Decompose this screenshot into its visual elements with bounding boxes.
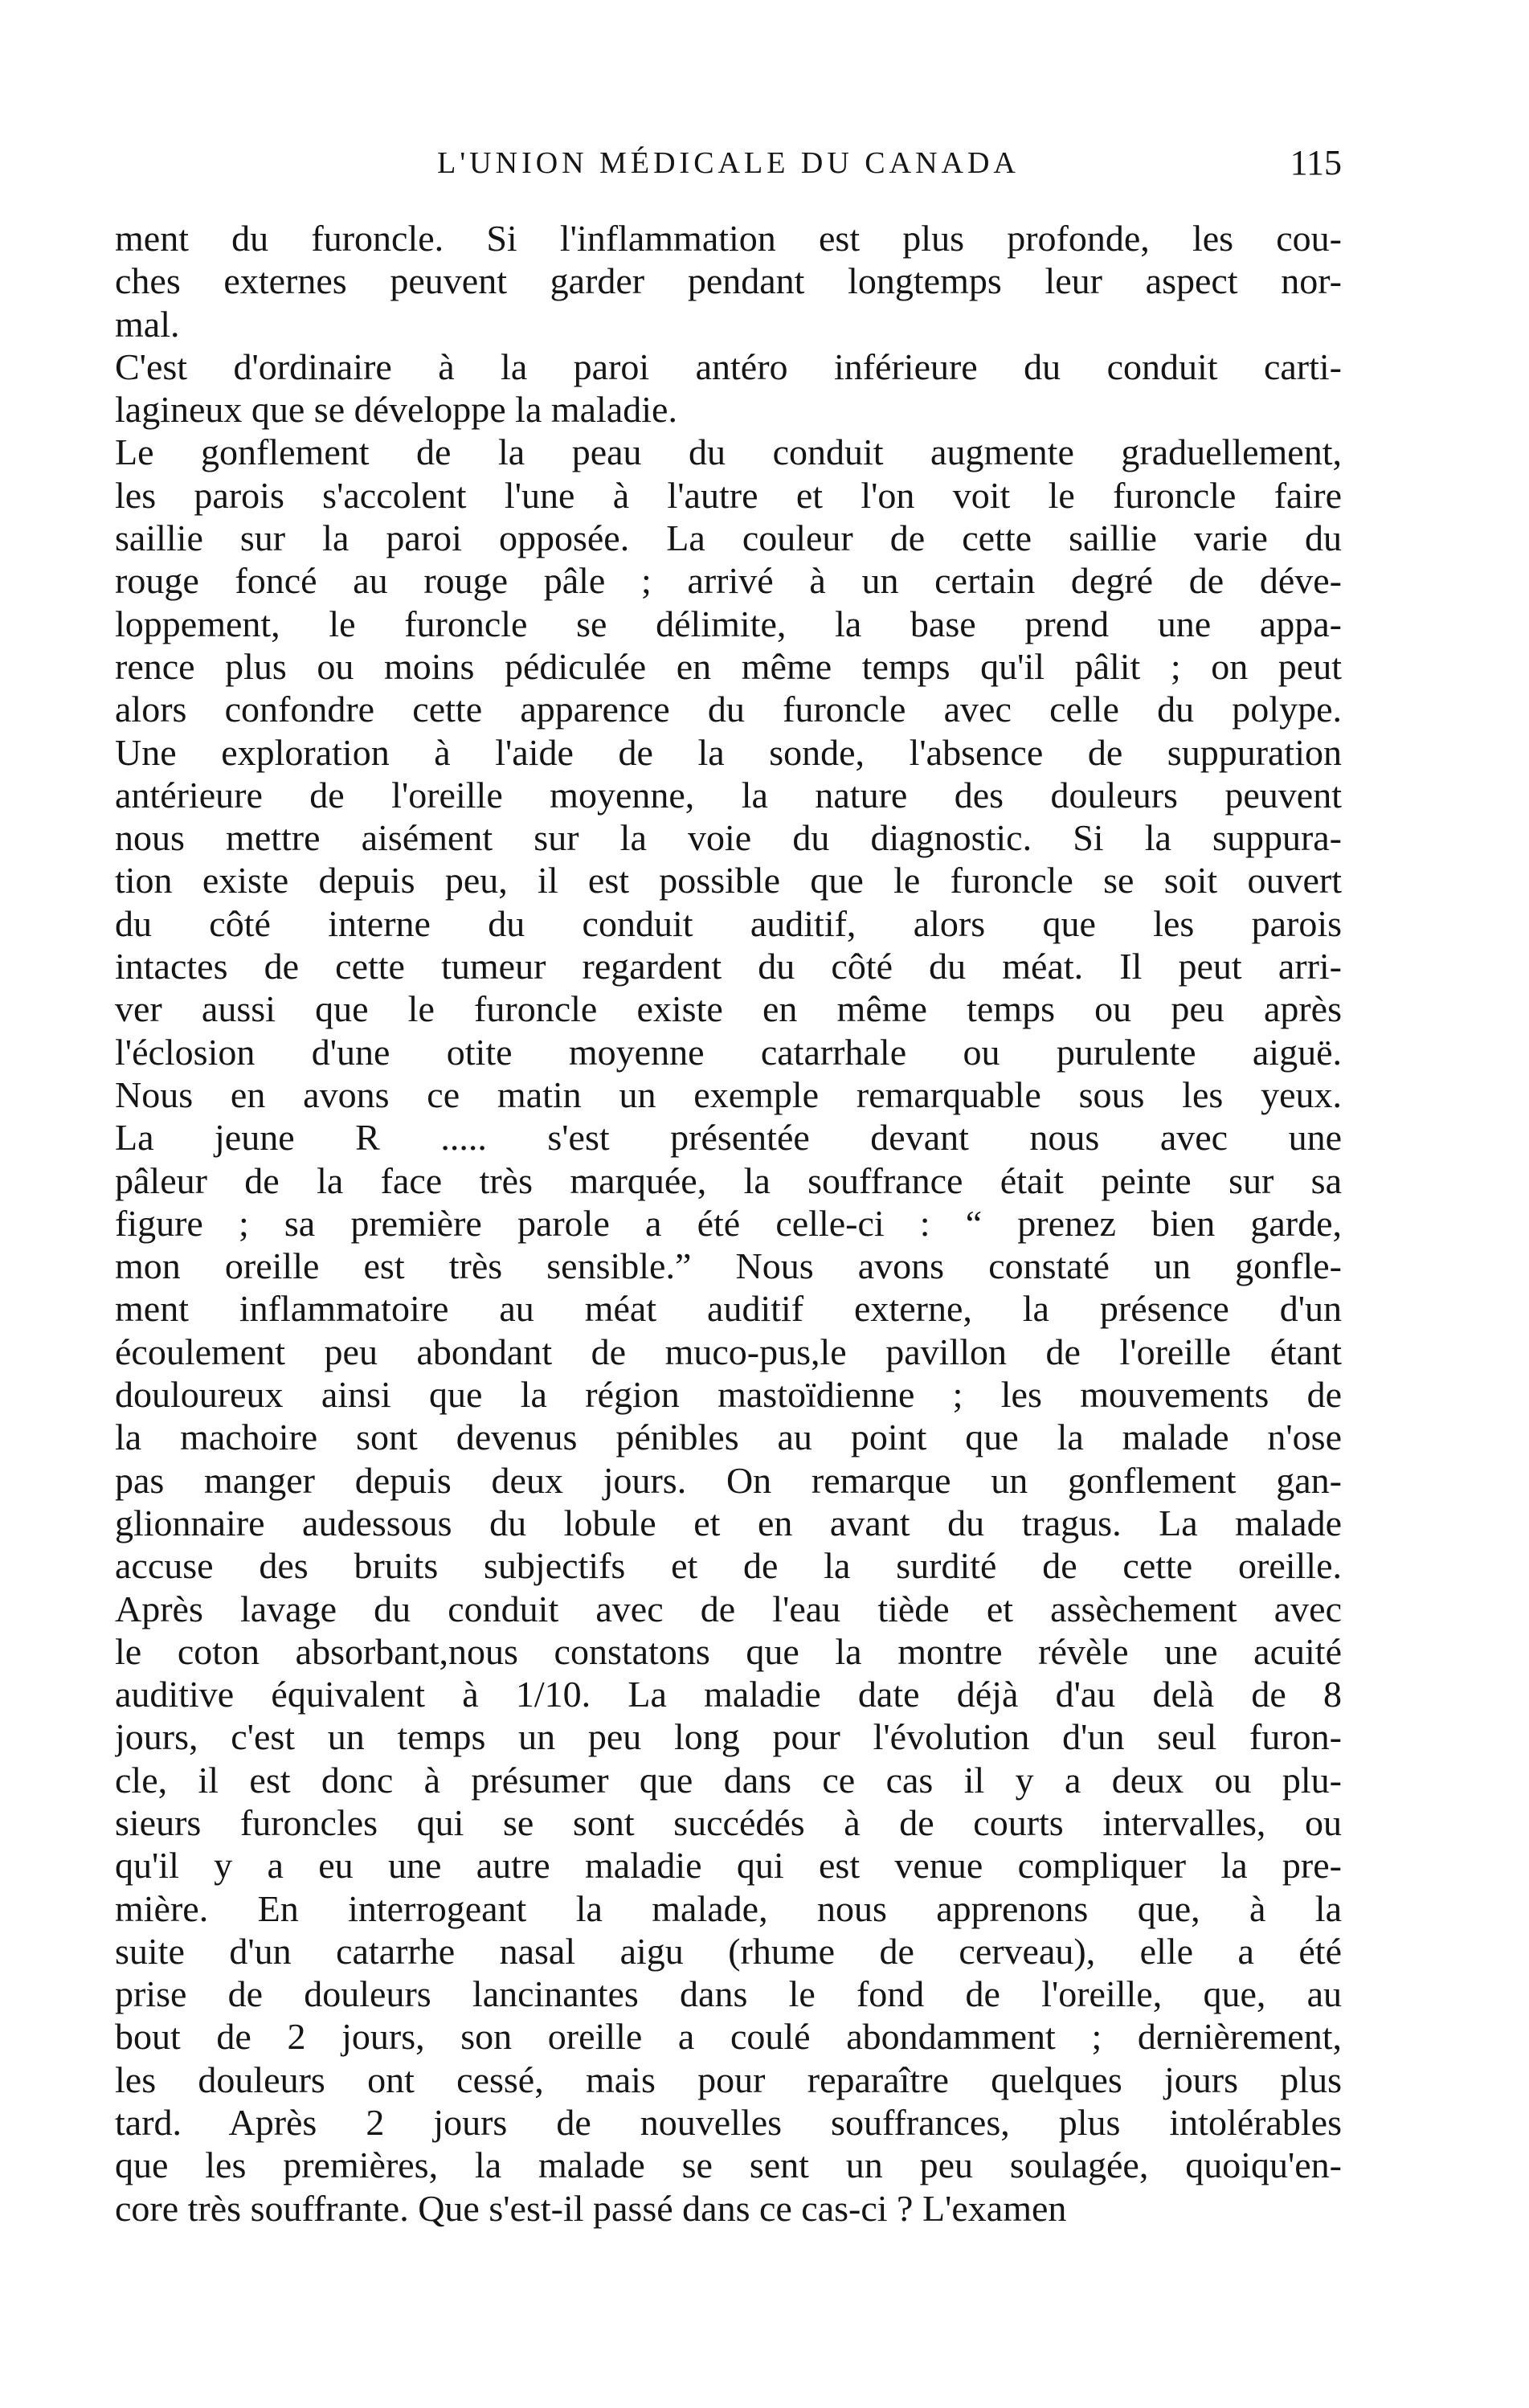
text-line: prise de douleurs lancinantes dans le fond de l'oreille, que, au [115, 1973, 1342, 2015]
running-title: L'UNION MÉDICALE DU CANADA [437, 146, 1020, 180]
text-line: tard. Après 2 jours de nouvelles souffrances, plus intolérables [115, 2102, 1342, 2144]
text-line: mière. En interrogeant la malade, nous apprenons que, à la [115, 1887, 1342, 1929]
text-line: saillie sur la paroi opposée. La couleur de cette saillie varie du [115, 517, 1342, 559]
text-line: loppement, le furoncle se délimite, la base prend une appa- [115, 603, 1342, 644]
text-line: rence plus ou moins pédiculée en même temps qu'il pâlit ; on peut [115, 645, 1342, 687]
text-line: l'éclosion d'une otite moyenne catarrhale ou purulente aiguë. [115, 1031, 1342, 1073]
text-line: les parois s'accolent l'une à l'autre et l'on voit le furoncle faire [115, 474, 1342, 516]
text-line: La jeune R ..... s'est présentée devant nous avec une [115, 1117, 1342, 1159]
text-line: rouge foncé au rouge pâle ; arrivé à un certain degré de déve- [115, 560, 1342, 602]
text-line: cle, il est donc à présumer que dans ce cas il y a deux ou plu- [115, 1759, 1342, 1801]
text-line: pâleur de la face très marquée, la souffrance était peinte sur sa [115, 1159, 1342, 1201]
text-line: écoulement peu abondant de muco-pus,le pavillon de l'oreille étant [115, 1331, 1342, 1372]
text-line: ment du furoncle. Si l'inflammation est plus profonde, les cou- [115, 218, 1342, 259]
text-line: Après lavage du conduit avec de l'eau tiède et assèchement avec [115, 1588, 1342, 1629]
text-line: auditive équivalent à 1/10. La maladie date déjà d'au delà de 8 [115, 1674, 1342, 1715]
text-line: suite d'un catarrhe nasal aigu (rhume de cerveau), elle a été [115, 1930, 1342, 1972]
body-text [115, 217, 1342, 2230]
text-line: Une exploration à l'aide de la sonde, l'absence de suppuration [115, 731, 1342, 773]
text-line: tion existe depuis peu, il est possible que le furoncle se soit ouvert [115, 860, 1342, 901]
text-line: intactes de cette tumeur regardent du côté du méat. Il peut arri- [115, 946, 1342, 987]
text-line: que les premières, la malade se sent un peu soulagée, quoiqu'en- [115, 2144, 1342, 2186]
text-line: du côté interne du conduit auditif, alors que les parois [115, 902, 1342, 944]
text-line: pas manger depuis deux jours. On remarque un gonflement gan- [115, 1459, 1342, 1501]
text-line: bout de 2 jours, son oreille a coulé abondamment ; dernièrement, [115, 2016, 1342, 2058]
text-line: figure ; sa première parole a été celle-ci : “ prenez bien garde, [115, 1202, 1342, 1244]
text-line: antérieure de l'oreille moyenne, la nature des douleurs peuvent [115, 774, 1342, 816]
text-line: core très souffrante. Que s'est-il passé dans ce cas-ci ? L'examen [115, 2187, 1067, 2229]
text-line: qu'il y a eu une autre maladie qui est venue compliquer la pre- [115, 1845, 1342, 1887]
text-line: ver aussi que le furoncle existe en même temps ou peu après [115, 988, 1342, 1030]
text-line: glionnaire audessous du lobule et en avant du tragus. La malade [115, 1502, 1342, 1543]
text-line: accuse des bruits subjectifs et de la surdité de cette oreille. [115, 1545, 1342, 1587]
text-line: alors confondre cette apparence du furoncle avec celle du polype. [115, 689, 1342, 730]
text-line: mon oreille est très sensible.” Nous avons constaté un gonfle- [115, 1245, 1342, 1287]
text-line: jours, c'est un temps un peu long pour l'évolution d'un seul furon- [115, 1716, 1342, 1758]
running-head [115, 143, 1342, 183]
text-line: le coton absorbant,nous constatons que la montre révèle une acuité [115, 1630, 1342, 1672]
text-line: les douleurs ont cessé, mais pour reparaître quelques jours plus [115, 2058, 1342, 2100]
text-line: douloureux ainsi que la région mastoïdienne ; les mouvements de [115, 1374, 1342, 1416]
text-line: Le gonflement de la peau du conduit augmente graduellement, [115, 431, 1342, 473]
text-line: lagineux que se développe la maladie. [115, 389, 677, 431]
text-line: ches externes peuvent garder pendant longtemps leur aspect nor- [115, 260, 1342, 302]
text-line: ment inflammatoire au méat auditif externe, la présence d'un [115, 1288, 1342, 1330]
text-line: la machoire sont devenus pénibles au point que la malade n'ose [115, 1417, 1342, 1458]
text-line: nous mettre aisément sur la voie du diagnostic. Si la suppura- [115, 817, 1342, 859]
page-number: 115 [1290, 143, 1342, 182]
text-line: Nous en avons ce matin un exemple remarquable sous les yeux. [115, 1073, 1342, 1115]
text-line: C'est d'ordinaire à la paroi antéro inférieure du conduit carti- [115, 345, 1342, 387]
text-line: mal. [115, 303, 180, 345]
text-line: sieurs furoncles qui se sont succédés à de courts intervalles, ou [115, 1801, 1342, 1843]
